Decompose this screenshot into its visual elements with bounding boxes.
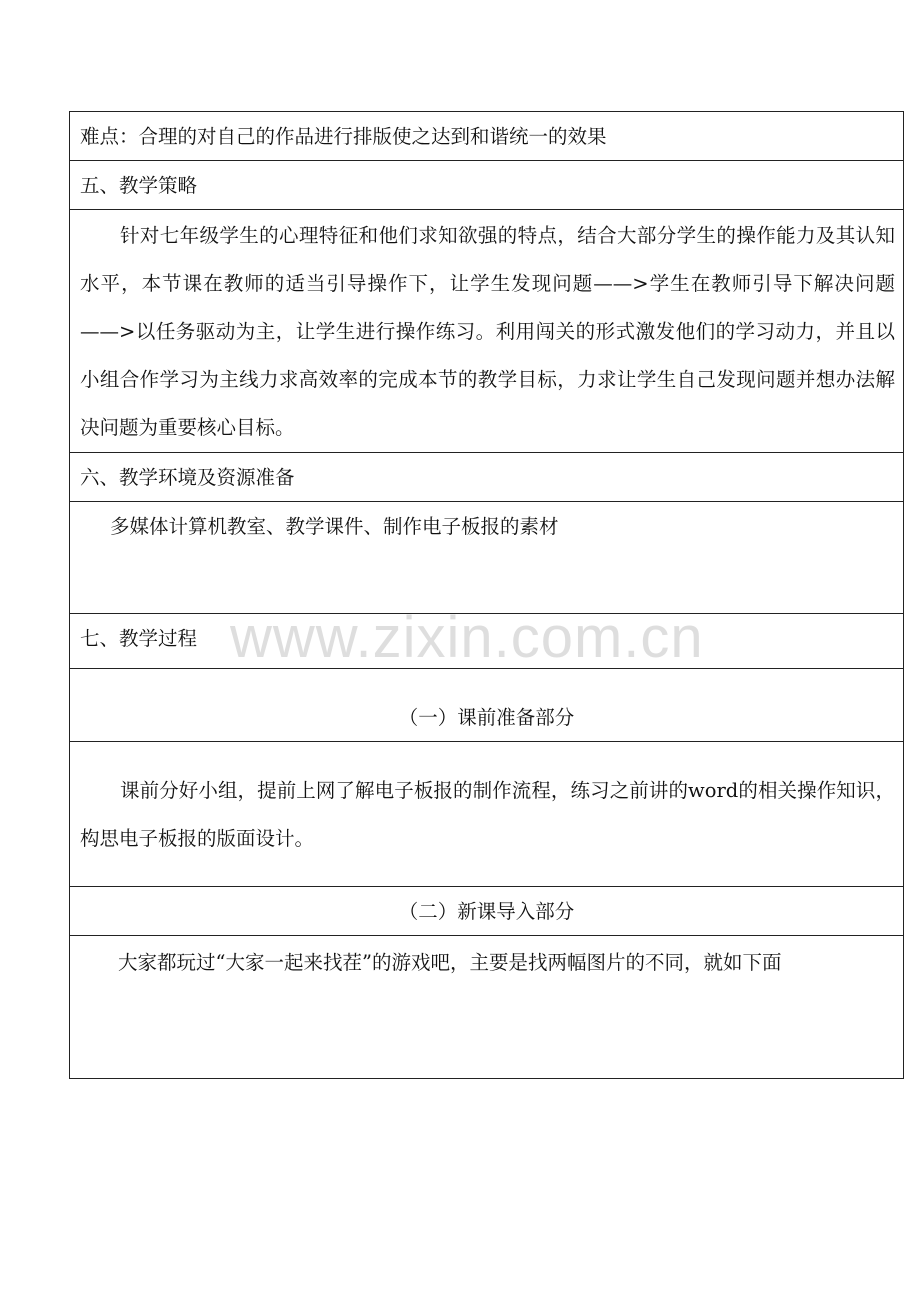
environment-heading: 六、教学环境及资源准备 [80,466,295,489]
difficulty-row [70,112,903,161]
process-heading-row [70,614,903,669]
part1-heading-row [70,669,903,742]
site-watermark: www.zixin.com.cn [230,605,704,670]
environment-text: 多媒体计算机教室、教学课件、制作电子板报的素材 [110,515,559,538]
process-heading: 七、教学过程 [80,627,198,650]
part1-paragraph: 课前分好小组，提前上网了解电子板报的制作流程，练习之前讲的word的相关操作知识，构思电子板报的版面设计。 [80,779,895,850]
strategy-heading: 五、教学策略 [80,174,198,197]
strategy-heading-row [70,161,903,210]
lesson-plan-table [69,111,904,1079]
strategy-paragraph: 针对七年级学生的心理特征和他们求知欲强的特点，结合大部分学生的操作能力及其认知水平，本节课在教师的适当引导操作下，让学生发现问题——>学生在教师引导下解决问题——>以任务驱动为主，让学生进行操作练习。利用闯关的形式激发他们的学习动力，并且以小组合作学习为主线力求高效率的完成本节的教学目标，力求让学生自己发现问题并想办法解决问题为重要核心目标。 [80,224,895,439]
part2-heading-row [70,887,903,936]
strategy-body-row [70,210,903,453]
part1-body-row [70,742,903,887]
part2-text: 大家都玩过“大家一起来找茬”的游戏吧，主要是找两幅图片的不同，就如下面 [118,951,782,974]
part2-heading: （二）新课导入部分 [398,900,575,923]
part1-heading: （一）课前准备部分 [398,706,575,729]
environment-heading-row [70,453,903,502]
part2-body-row [70,936,903,1078]
difficulty-text: 难点：合理的对自己的作品进行排版使之达到和谐统一的效果 [80,125,607,148]
environment-body-row [70,502,903,614]
